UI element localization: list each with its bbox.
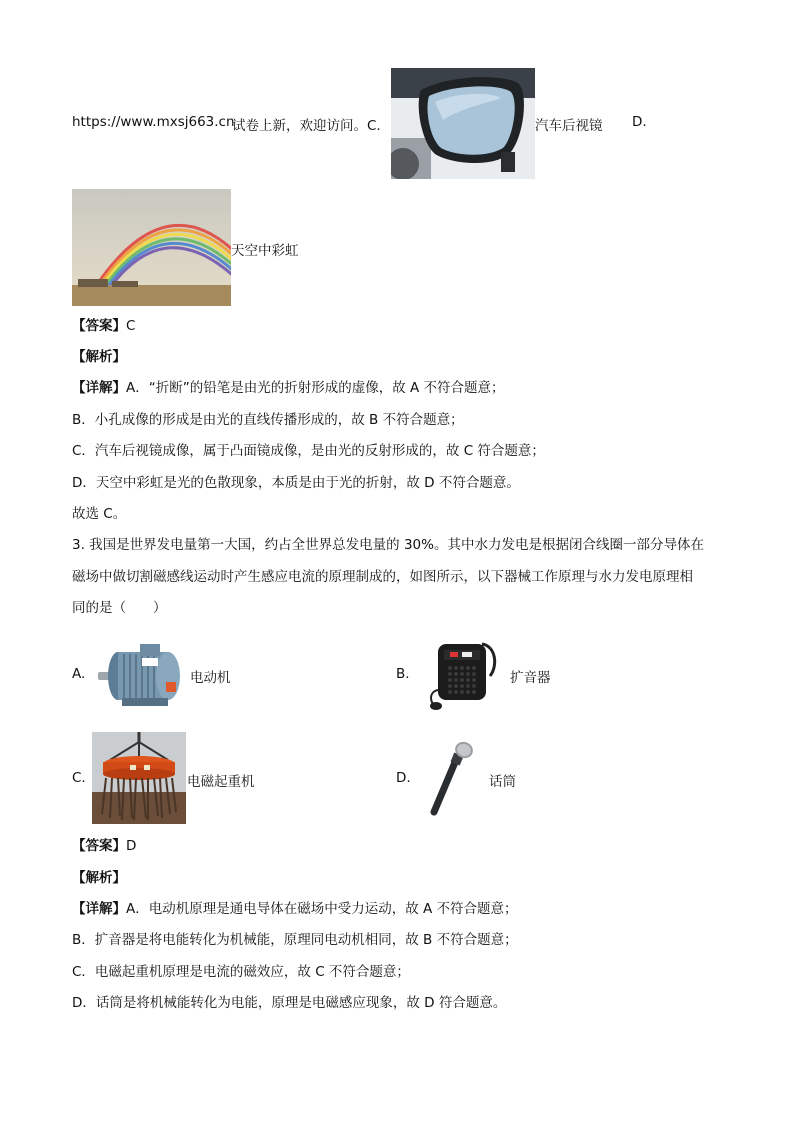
promo-text: 试卷上新，欢迎访问。C. <box>232 118 381 134</box>
mirror-caption: 汽车后视镜 <box>535 118 603 134</box>
q3-answer-label: 【答案】 <box>72 838 126 854</box>
q2-detail-a <box>72 378 505 398</box>
q2-conclusion: 故选 C。 <box>72 506 127 522</box>
car-mirror-image <box>391 68 535 179</box>
q2-line-d: D．天空中彩虹是光的色散现象，本质是由于光的折射，故 D 不符合题意。 <box>72 475 520 491</box>
loudspeaker-icon <box>426 636 502 712</box>
option-b-letter: B. <box>396 666 410 682</box>
q3-detail-a <box>72 899 518 919</box>
q3-answer <box>72 836 136 856</box>
option-d-letter: D. <box>632 114 647 130</box>
option-d3-caption: 话筒 <box>489 774 516 790</box>
q2-line-a: A．“折断”的铅笔是由光的折射形成的虚像，故 A 不符合题意； <box>126 380 505 396</box>
site-url: https://www.mxsj663.cn <box>72 114 235 130</box>
q2-answer-value: C <box>126 318 136 334</box>
q3-line-a: A．电动机原理是通电导体在磁场中受力运动，故 A 不符合题意； <box>126 901 518 917</box>
option-c-letter: C. <box>72 770 86 786</box>
q2-answer <box>72 316 135 336</box>
rainbow-caption: 天空中彩虹 <box>231 243 299 259</box>
microphone-icon <box>424 740 480 816</box>
q3-detail-label: 【详解】 <box>72 901 126 917</box>
q3-line-d: D．话筒是将机械能转化为电能，原理是电磁感应现象，故 D 符合题意。 <box>72 995 507 1011</box>
q3-stem-line-2: 磁场中做切割磁感线运动时产生感应电流的原理制成的，如图所示，以下器械工作原理与水力发电原理相 <box>72 569 693 585</box>
option-c-caption: 电磁起重机 <box>187 774 255 790</box>
electric-motor-icon <box>96 638 188 710</box>
q2-line-b: B．小孔成像的形成是由光的直线传播形成的，故 B 不符合题意； <box>72 412 464 428</box>
q3-stem-line-1: 3. 我国是世界发电量第一大国，约占全世界总发电量的 30%。其中水力发电是根据闭合线圈一部分导体在 <box>72 537 704 553</box>
q3-stem-line-3: 同的是（ ） <box>72 600 167 616</box>
electromagnetic-crane-icon <box>92 732 186 824</box>
q3-answer-value: D <box>126 838 137 854</box>
option-b-caption: 扩音器 <box>510 670 551 686</box>
q2-answer-label: 【答案】 <box>72 318 126 334</box>
option-d3-letter: D. <box>396 770 411 786</box>
rainbow-image <box>72 189 231 306</box>
q3-line-b: B．扩音器是将电能转化为机械能，原理同电动机相同，故 B 不符合题意； <box>72 932 518 948</box>
option-a-caption: 电动机 <box>190 670 231 686</box>
q3-analysis-label: 【解析】 <box>72 870 126 886</box>
q2-line-c: C．汽车后视镜成像，属于凸面镜成像，是由光的反射形成的，故 C 符合题意； <box>72 443 545 459</box>
q2-detail-label: 【详解】 <box>72 380 126 396</box>
q3-line-c: C．电磁起重机原理是电流的磁效应，故 C 不符合题意； <box>72 964 410 980</box>
option-a-letter: A. <box>72 666 86 682</box>
q2-analysis-label: 【解析】 <box>72 349 126 365</box>
